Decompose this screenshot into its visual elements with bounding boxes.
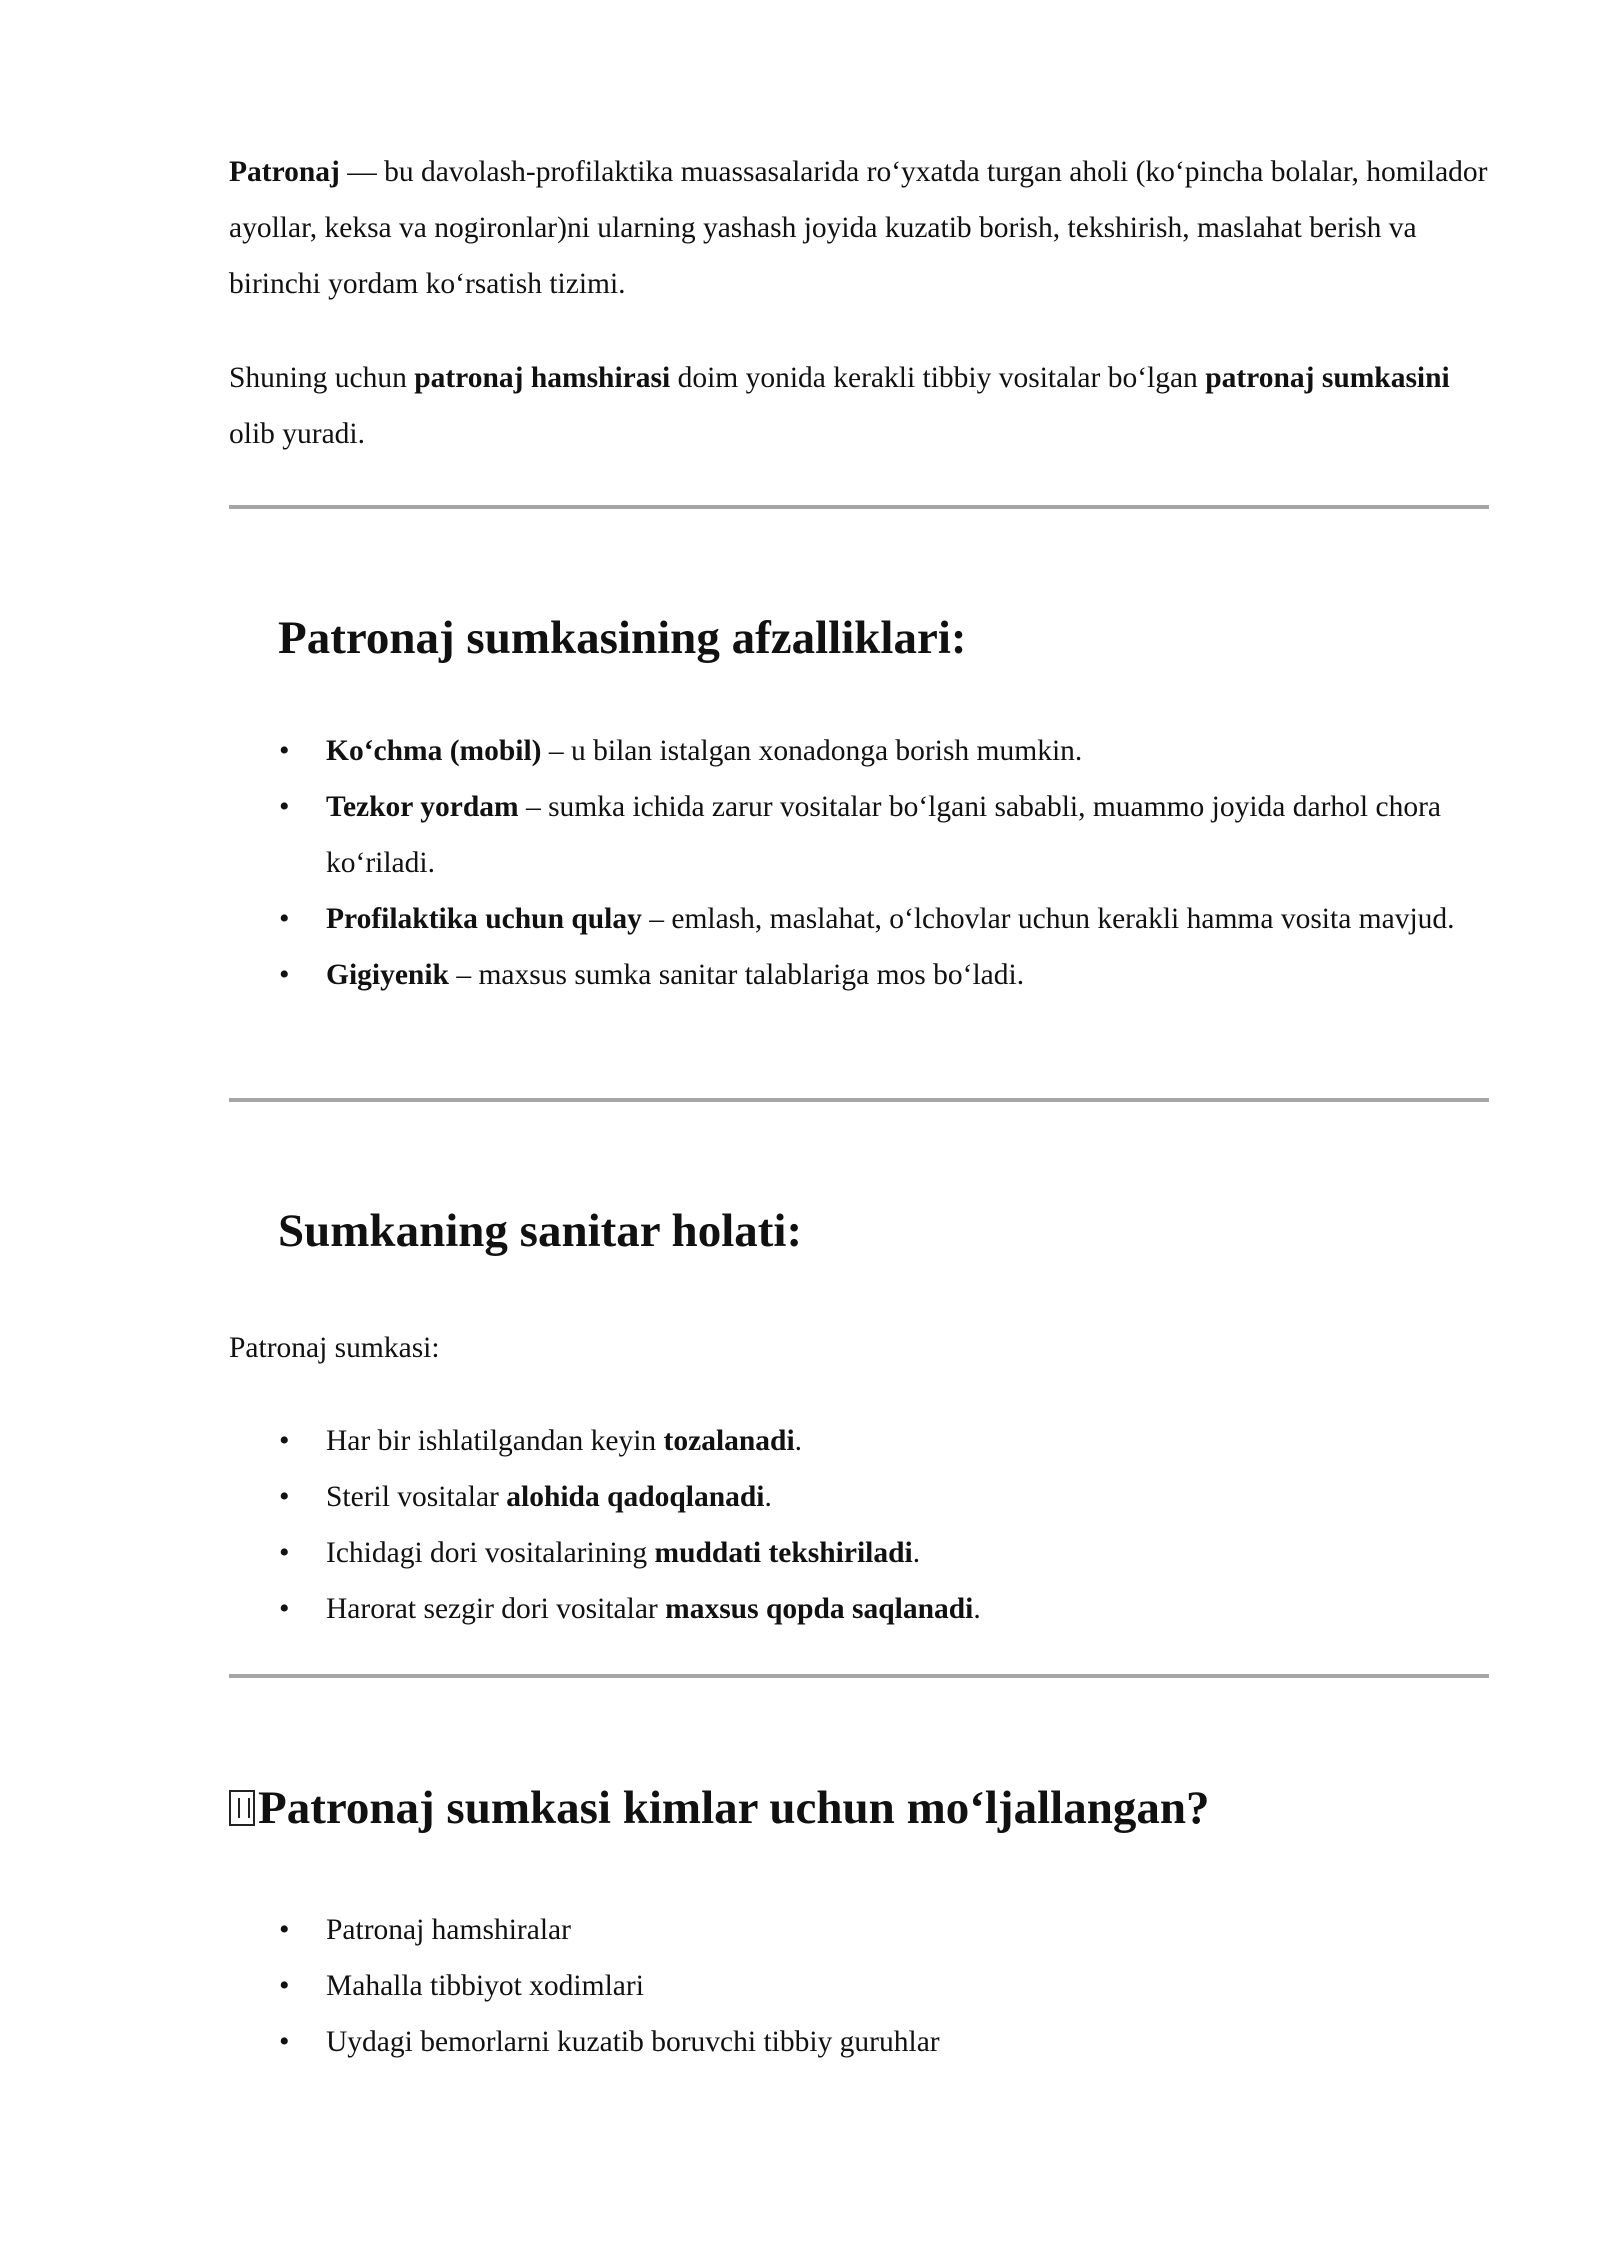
- missing-glyph-icon: [229, 1790, 255, 1826]
- list-item: • Patronaj hamshiralar: [229, 1902, 1489, 1958]
- bold-text: patronaj sumkasini: [1205, 362, 1450, 394]
- text-run: .: [912, 1537, 921, 1569]
- text-run: — bu davolash-profilaktika muassasalarida ro‘yxatda turgan aholi (ko‘pincha bolalar, homilador ayollar, keksa va nogironlar)ni ularning yashash joyida kuzatib borish, tekshirish, maslahat berish va birinchi yordam ko‘rsatish tizimi.: [229, 156, 1488, 300]
- horizontal-divider: [229, 505, 1489, 509]
- list-item: [229, 723, 1489, 779]
- bold-text: Patronaj: [229, 156, 340, 188]
- bold-text: Tezkor yordam: [326, 791, 519, 823]
- bold-text: tozalanadi: [663, 1425, 795, 1457]
- text-run: – maxsus sumka sanitar talablariga mos bo‘ladi.: [448, 959, 1025, 991]
- text-run: Steril vositalar: [326, 1481, 507, 1513]
- text-run: .: [764, 1481, 772, 1513]
- bold-text: patronaj hamshirasi: [414, 362, 671, 394]
- section-heading-target-users-text: Patronaj sumkasi kimlar uchun mo‘ljallangan?: [258, 1782, 1210, 1834]
- text-run: Harorat sezgir dori vositalar: [326, 1593, 666, 1625]
- text-run: .: [973, 1593, 981, 1625]
- text-run: olib yuradi.: [229, 418, 366, 450]
- bold-text: muddati tekshiriladi: [654, 1537, 913, 1569]
- text-run: Har bir ishlatilgandan keyin: [326, 1425, 664, 1457]
- text-run: Ichidagi dori vositalarining: [326, 1537, 655, 1569]
- list-item: [229, 891, 1489, 947]
- list-item: • Uydagi bemorlarni kuzatib boruvchi tibbiy guruhlar: [229, 2014, 1489, 2070]
- text-run: – sumka ichida zarur vositalar bo‘lgani sababli, muammo joyida darhol chora ko‘riladi.: [326, 791, 1442, 879]
- target-users-list: [229, 1902, 1489, 2070]
- list-item: [229, 947, 1489, 1003]
- text-run: .: [794, 1425, 803, 1457]
- intro-paragraph-1: [229, 144, 1489, 312]
- bold-text: Gigiyenik: [326, 959, 449, 991]
- list-item: • Mahalla tibbiyot xodimlari: [229, 1958, 1489, 2014]
- section-heading-advantages: Patronaj sumkasining afzalliklari:: [278, 612, 967, 664]
- text-run: – u bilan istalgan xonadonga borish mumkin.: [541, 735, 1083, 767]
- bold-text: Profilaktika uchun qulay: [326, 903, 642, 935]
- horizontal-divider: [229, 1098, 1489, 1102]
- list-item: [229, 1525, 1489, 1581]
- intro-paragraph-2: [229, 350, 1489, 462]
- bold-text: alohida qadoqlanadi: [506, 1481, 765, 1513]
- list-item: [229, 1581, 1489, 1637]
- list-item: [229, 1413, 1489, 1469]
- section-heading-target-users: [229, 1778, 1209, 1838]
- sanitary-lead-text: Patronaj sumkasi:: [229, 1332, 440, 1364]
- list-item: [229, 1469, 1489, 1525]
- text-run: doim yonida kerakli tibbiy vositalar bo‘lgan: [670, 362, 1206, 394]
- bold-text: maxsus qopda saqlanadi: [665, 1593, 974, 1625]
- sanitary-list: [229, 1413, 1489, 1637]
- text-run: Shuning uchun: [229, 362, 415, 394]
- horizontal-divider: [229, 1674, 1489, 1678]
- bold-text: Ko‘chma (mobil): [326, 735, 542, 767]
- list-item: [229, 779, 1489, 891]
- section-heading-sanitary: Sumkaning sanitar holati:: [278, 1205, 803, 1257]
- advantages-list: [229, 723, 1489, 1003]
- text-run: – emlash, maslahat, o‘lchovlar uchun kerakli hamma vosita mavjud.: [641, 903, 1455, 935]
